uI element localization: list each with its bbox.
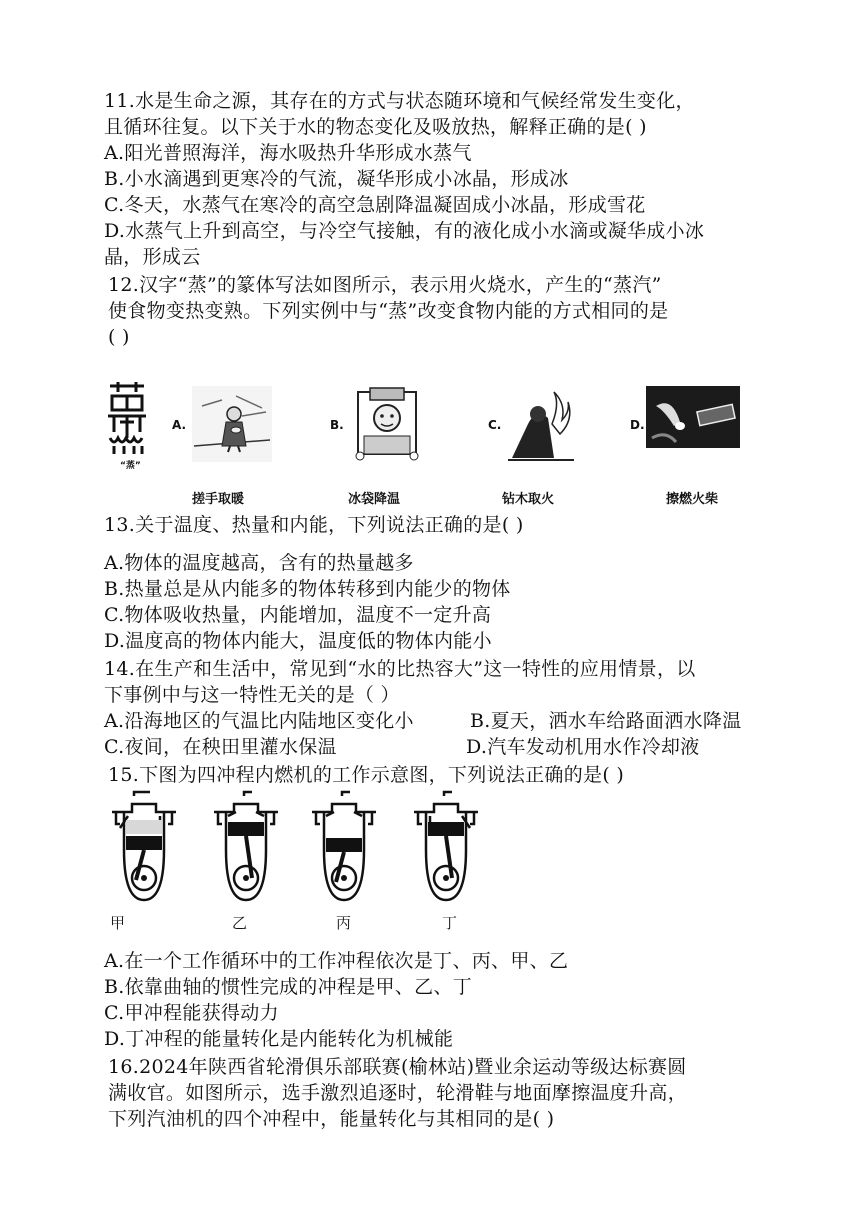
q16-stem-line3: 下列汽油机的四个冲程中，能量转化与其相同的是( ) [108, 1108, 555, 1130]
q14-stem-line1: 14.在生产和生活中，常见到“水的比热容大”这一特性的应用情景，以 [104, 658, 696, 680]
caption-rubbing-hands: 搓手取暖 [192, 492, 245, 507]
seal-caption: “蒸” [120, 461, 141, 471]
engine-stroke-yi-image [208, 790, 284, 908]
engine-label-yi: 乙 [232, 914, 248, 932]
q13-option-a: A.物体的温度越高，含有的热量越多 [104, 552, 414, 574]
engine-stroke-ding-image [408, 790, 484, 908]
q16-stem-line1: 16.2024年陕西省轮滑俱乐部联赛(榆林站)暨业余运动等级达标赛圆 [108, 1056, 687, 1078]
engine-stroke-jia-image [106, 790, 182, 908]
q11-stem-line1: 11.水是生命之源，其存在的方式与状态随环境和气候经常发生变化， [104, 90, 695, 112]
q11-option-c: C.冬天，水蒸气在寒冷的高空急剧降温凝固成小冰晶，形成雪花 [104, 194, 646, 216]
engine-label-bing: 丙 [336, 914, 352, 932]
q14-option-b: B.夏天，洒水车给路面洒水降温 [470, 710, 742, 732]
q11-option-b: B.小水滴遇到更寒冷的气流，凝华形成小冰晶，形成冰 [104, 168, 569, 190]
seal-character-image [104, 380, 150, 464]
drill-wood-fire-image [508, 384, 574, 464]
q15-option-d: D.丁冲程的能量转化是内能转化为机械能 [104, 1028, 454, 1050]
caption-drill-wood: 钻木取火 [502, 492, 555, 507]
engine-stroke-figures [100, 790, 480, 930]
q12-stem-line1: 12.汉字“蒸”的篆体写法如图所示，表示用火烧水，产生的“蒸汽” [108, 274, 662, 296]
option-c-letter: C. [488, 418, 502, 432]
q14-option-a: A.沿海地区的气温比内陆地区变化小 [104, 710, 414, 732]
q12-stem-line3: ( ) [108, 326, 130, 348]
q15-option-c: C.甲冲程能获得动力 [104, 1002, 279, 1024]
q14-stem-line2: 下事例中与这一特性无关的是（ ） [104, 684, 400, 706]
engine-label-ding: 丁 [442, 914, 458, 932]
q11-option-d-line2: 晶，形成云 [104, 246, 201, 268]
q13-option-c: C.物体吸收热量，内能增加，温度不一定升高 [104, 604, 492, 626]
q11-option-d-line1: D.水蒸气上升到高空，与冷空气接触，有的液化成小水滴或凝华成小冰 [104, 220, 705, 242]
q12-stem-line2: 使食物变热变熟。下列实例中与“蒸”改变食物内能的方式相同的是 [108, 300, 669, 322]
rubbing-hands-image [192, 386, 272, 462]
caption-ice-pack: 冰袋降温 [348, 492, 401, 507]
q12-figure-row [100, 378, 760, 507]
option-a-letter: A. [172, 418, 187, 432]
engine-stroke-bing-image [306, 790, 382, 908]
q13-stem: 13.关于温度、热量和内能，下列说法正确的是( ) [104, 514, 524, 536]
ice-pack-image [352, 384, 422, 464]
q15-option-b: B.依靠曲轴的惯性完成的冲程是甲、乙、丁 [104, 976, 473, 998]
strike-match-image [646, 386, 740, 448]
q11-option-a: A.阳光普照海洋，海水吸热升华形成水蒸气 [104, 142, 472, 164]
q15-stem: 15.下图为四冲程内燃机的工作示意图，下列说法正确的是( ) [108, 764, 625, 786]
engine-label-jia: 甲 [110, 914, 126, 932]
option-b-letter: B. [330, 418, 344, 432]
q13-option-d: D.温度高的物体内能大，温度低的物体内能小 [104, 630, 492, 652]
option-d-letter: D. [630, 418, 645, 432]
q15-option-a: A.在一个工作循环中的工作冲程依次是丁、丙、甲、乙 [104, 950, 569, 972]
q14-option-d: D.汽车发动机用水作冷却液 [466, 736, 700, 758]
q11-stem-line2: 且循环往复。以下关于水的物态变化及吸放热，解释正确的是( ) [104, 116, 647, 138]
caption-strike-match: 擦燃火柴 [666, 492, 719, 507]
q16-stem-line2: 满收官。如图所示，选手激烈追逐时，轮滑鞋与地面摩擦温度升高， [108, 1082, 688, 1104]
q14-option-c: C.夜间，在秧田里灌水保温 [104, 736, 337, 758]
q13-option-b: B.热量总是从内能多的物体转移到内能少的物体 [104, 578, 511, 600]
